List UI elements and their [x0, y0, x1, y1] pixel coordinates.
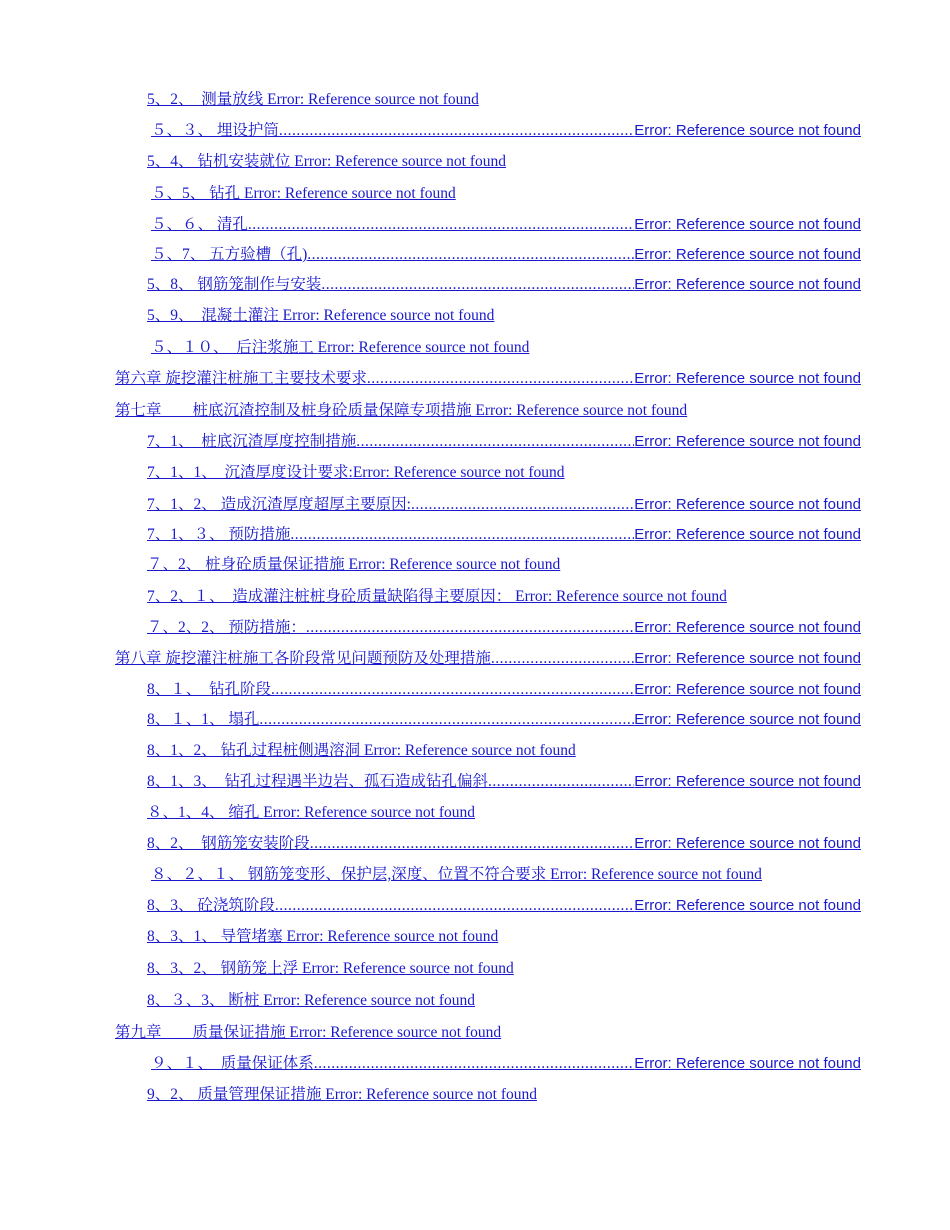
toc-entry-title: 7、1、 桩底沉渣厚度控制措施: [147, 433, 357, 450]
toc-entry: [0, 894, 950, 918]
toc-entry-title: ５、６、 清孔: [151, 216, 248, 233]
dot-leader: [491, 647, 634, 671]
toc-entry: [0, 585, 950, 609]
toc-entry: [0, 273, 950, 297]
toc-page-reference: Error: Reference source not found: [263, 992, 476, 1009]
toc-page-reference: Error: Reference source not found: [634, 433, 861, 450]
dot-leader: [367, 367, 634, 391]
dot-leader: [259, 708, 634, 732]
toc-page-reference: Error: Reference source not found: [289, 1024, 502, 1041]
toc-entry: [0, 336, 950, 360]
toc-entry: [0, 739, 950, 763]
toc-link[interactable]: [151, 119, 861, 143]
toc-entry-title: 5、8、 钢筋笼制作与安装: [147, 276, 322, 293]
toc-entry-title: ７、2、 桩身砼质量保证措施: [147, 556, 349, 573]
toc-page-reference: Error: Reference source not found: [294, 153, 507, 170]
toc-link[interactable]: [147, 273, 861, 297]
toc-link[interactable]: [147, 461, 565, 485]
toc-entry-title: 5、2、 测量放线: [147, 91, 268, 108]
toc-link[interactable]: [147, 678, 861, 702]
toc-entry: [0, 399, 950, 423]
toc-link[interactable]: [147, 523, 861, 547]
toc-entry-title: 8、３、3、 断桩: [147, 992, 264, 1009]
dot-leader: [279, 119, 634, 143]
toc-entry: [0, 119, 950, 143]
toc-link[interactable]: [147, 708, 861, 732]
toc-entry: [0, 678, 950, 702]
toc-entry-title: ９、１、 质量保证体系: [151, 1055, 314, 1072]
dot-leader: [356, 430, 634, 454]
toc-entry-title: 8、１、 钻孔阶段: [147, 681, 272, 698]
toc-page-reference: Error: Reference source not found: [634, 1055, 861, 1072]
toc-page-reference: Error: Reference source not found: [634, 835, 861, 852]
toc-entry-title: ８、２、１、 钢筋笼变形、保护层,深度、位置不符合要求: [151, 866, 551, 883]
toc-entry: [0, 150, 950, 174]
toc-entry: [0, 553, 950, 577]
toc-page-reference: Error: Reference source not found: [634, 370, 861, 387]
toc-entry: [0, 430, 950, 454]
dot-leader: [271, 678, 634, 702]
toc-entry: [0, 708, 950, 732]
toc-entry-title: 7、2、１、 造成灌注桩桩身砼质量缺陷得主要原因：: [147, 588, 516, 605]
toc-entry: [0, 925, 950, 949]
toc-entry-title: 8、3、2、 钢筋笼上浮: [147, 960, 303, 977]
toc-entry-title: 第八章 旋挖灌注桩施工各阶段常见问题预防及处理措施: [115, 650, 491, 667]
dot-leader: [290, 523, 634, 547]
toc-link[interactable]: [151, 213, 861, 237]
toc-entry: [0, 801, 950, 825]
toc-entry-title: 第九章 质量保证措施: [115, 1024, 290, 1041]
toc-link[interactable]: [115, 399, 687, 423]
toc-entry-title: ５、３、 埋设护筒: [151, 122, 279, 139]
toc-entry: [0, 989, 950, 1013]
dot-leader: [310, 832, 634, 856]
toc-entry-title: 7、1、３、 预防措施: [147, 526, 291, 543]
toc-entry: [0, 88, 950, 112]
toc-link[interactable]: [147, 894, 861, 918]
toc-link[interactable]: [147, 989, 475, 1013]
dot-leader: [314, 1052, 634, 1076]
toc-link[interactable]: [115, 647, 861, 671]
toc-link[interactable]: [147, 88, 479, 112]
toc-link[interactable]: [151, 1052, 861, 1076]
toc-page-reference: Error: Reference source not found: [550, 866, 762, 883]
toc-page-reference: Error: Reference source not found: [634, 526, 861, 543]
toc-entry-title: 7、1、2、 造成沉渣厚度超厚主要原因:: [147, 496, 411, 513]
toc-entry-title: 第六章 旋挖灌注桩施工主要技术要求: [115, 370, 367, 387]
toc-page-reference: Error: Reference source not found: [302, 960, 514, 977]
toc-page-reference: Error: Reference source not found: [348, 556, 561, 573]
toc-page-reference: Error: Reference source not found: [286, 928, 499, 945]
toc-link[interactable]: [115, 1021, 501, 1045]
toc-entry-title: ８、1、4、 缩孔: [147, 804, 264, 821]
toc-page-reference: Error: Reference source not found: [317, 339, 530, 356]
toc-link[interactable]: [147, 430, 861, 454]
toc-link[interactable]: [147, 493, 861, 517]
toc-entry: [0, 1083, 950, 1107]
toc-page-reference: Error: Reference source not found: [634, 246, 861, 263]
toc-page-reference: Error: Reference source not found: [475, 402, 688, 419]
toc-page-reference: Error: Reference source not found: [634, 773, 861, 790]
toc-page-reference: Error: Reference source not found: [634, 711, 861, 728]
toc-entry: [0, 863, 950, 887]
toc-link[interactable]: [147, 150, 506, 174]
toc-entry: [0, 213, 950, 237]
toc-link[interactable]: [147, 304, 494, 328]
toc-page-reference: Error: Reference source not found: [634, 897, 861, 914]
toc-entry: [0, 647, 950, 671]
toc-entry-title: 9、2、 质量管理保证措施: [147, 1086, 326, 1103]
dot-leader: [488, 770, 634, 794]
toc-link[interactable]: [147, 832, 861, 856]
toc-entry: [0, 461, 950, 485]
toc-page-reference: Error: Reference source not found: [325, 1086, 538, 1103]
toc-page-reference: Error: Reference source not found: [515, 588, 727, 605]
dot-leader: [411, 493, 634, 517]
toc-link[interactable]: [151, 243, 861, 267]
toc-page-reference: Error: Reference source not found: [634, 650, 861, 667]
toc-entry-title: 第七章 桩底沉渣控制及桩身砼质量保障专项措施: [115, 402, 476, 419]
toc-link[interactable]: [151, 182, 456, 206]
toc-link[interactable]: [147, 585, 727, 609]
toc-entry-title: ５、5、 钻孔: [151, 185, 245, 202]
toc-entry: [0, 832, 950, 856]
toc-page-reference: Error: Reference source not found: [634, 619, 861, 636]
toc-link[interactable]: [147, 925, 498, 949]
toc-entry: [0, 616, 950, 640]
toc-link[interactable]: [147, 553, 560, 577]
toc-page-reference: Error: Reference source not found: [634, 122, 861, 139]
toc-link[interactable]: [147, 1083, 537, 1107]
toc-page-reference: Error: Reference source not found: [352, 464, 565, 481]
toc-entry-title: 7、1、1、 沉渣厚度设计要求:: [147, 464, 353, 481]
toc-link[interactable]: [151, 863, 762, 887]
toc-page-reference: Error: Reference source not found: [634, 681, 861, 698]
toc-entry-title: ５、7、 五方验槽（孔): [151, 246, 308, 263]
toc-link[interactable]: [147, 739, 576, 763]
toc-entry: [0, 243, 950, 267]
dot-leader: [248, 213, 634, 237]
toc-entry-title: 8、１、1、 塌孔: [147, 711, 260, 728]
toc-page-reference: Error: Reference source not found: [267, 91, 479, 108]
toc-entry-title: 8、3、 砼浇筑阶段: [147, 897, 275, 914]
toc-entry: [0, 523, 950, 547]
toc-page-reference: Error: Reference source not found: [364, 742, 576, 759]
toc-entry: [0, 1021, 950, 1045]
toc-link[interactable]: [147, 957, 514, 981]
toc-link[interactable]: [151, 336, 529, 360]
toc-page-reference: Error: Reference source not found: [634, 496, 861, 513]
toc-page-reference: Error: Reference source not found: [634, 216, 861, 233]
toc-entry: [0, 1052, 950, 1076]
toc-entry-title: 5、9、 混凝土灌注: [147, 307, 283, 324]
toc-entry-title: 8、2、 钢筋笼安装阶段: [147, 835, 310, 852]
toc-link[interactable]: [115, 367, 861, 391]
toc-entry: [0, 957, 950, 981]
dot-leader: [275, 894, 634, 918]
toc-entry-title: 5、4、 钻机安装就位: [147, 153, 295, 170]
toc-page-reference: Error: Reference source not found: [634, 276, 861, 293]
dot-leader: [321, 273, 634, 297]
toc-entry: [0, 770, 950, 794]
toc-page-reference: Error: Reference source not found: [244, 185, 456, 202]
toc-link[interactable]: [147, 616, 861, 640]
toc-page-reference: Error: Reference source not found: [263, 804, 476, 821]
toc-link[interactable]: [147, 770, 861, 794]
toc-entry-title: 8、1、3、 钻孔过程遇半边岩、孤石造成钻孔偏斜: [147, 773, 489, 790]
toc-entry: [0, 304, 950, 328]
toc-entry: [0, 493, 950, 517]
toc-link[interactable]: [147, 801, 475, 825]
toc-entry-title: ７、2、2、 预防措施：: [147, 619, 306, 636]
toc-entry-title: ５、１０、 后注浆施工: [151, 339, 318, 356]
toc-entry: [0, 367, 950, 391]
toc-page-reference: Error: Reference source not found: [282, 307, 495, 324]
toc-entry: [0, 182, 950, 206]
toc-entry-title: 8、3、1、 导管堵塞: [147, 928, 287, 945]
dot-leader: [307, 243, 634, 267]
toc-entry-title: 8、1、2、 钻孔过程桩侧遇溶洞: [147, 742, 365, 759]
dot-leader: [306, 616, 634, 640]
